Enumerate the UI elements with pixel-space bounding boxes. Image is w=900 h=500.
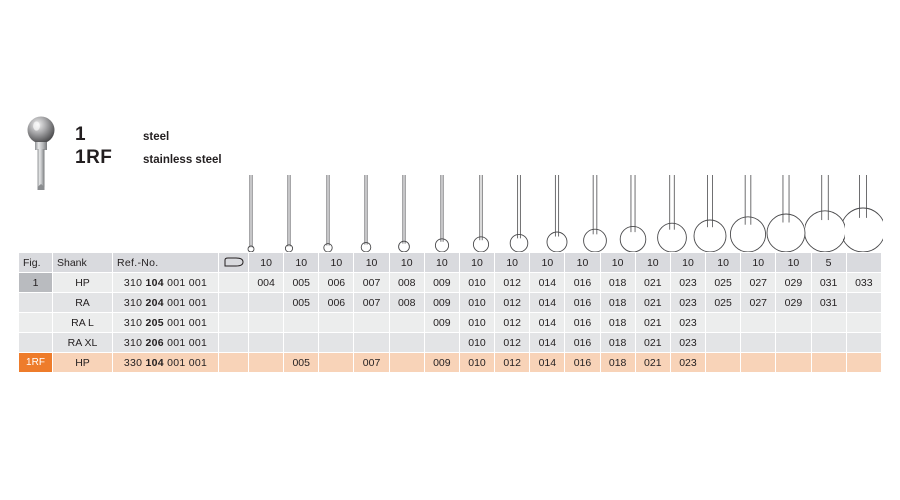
header-pack-count: 10 <box>530 253 565 273</box>
table-row <box>19 313 882 333</box>
cell-size: 005 <box>284 353 319 373</box>
cell-shape <box>219 273 249 293</box>
cell-shank: RA L <box>53 313 113 333</box>
header-fig: Fig. <box>19 253 53 273</box>
cell-size: 029 <box>776 273 811 293</box>
bur-illustration <box>461 175 501 253</box>
bur-size-illustrations <box>232 175 882 253</box>
cell-shape <box>219 313 249 333</box>
cell-size <box>741 353 776 373</box>
bur-illustration <box>499 175 539 253</box>
cell-size: 018 <box>600 333 635 353</box>
cell-shank: HP <box>53 273 113 293</box>
cell-size: 033 <box>846 273 881 293</box>
figure-number: 1 <box>75 124 87 145</box>
product-table <box>18 252 882 373</box>
cell-size: 027 <box>741 273 776 293</box>
cell-size: 018 <box>600 293 635 313</box>
bur-illustration <box>422 175 462 253</box>
cell-size: 014 <box>530 273 565 293</box>
cell-size <box>354 333 389 353</box>
header-pack-count: 10 <box>741 253 776 273</box>
header-pack-count: 5 <box>811 253 846 273</box>
cell-size <box>846 313 881 333</box>
header-pack-count <box>846 253 881 273</box>
cell-shank: RA XL <box>53 333 113 353</box>
cell-shank: RA <box>53 293 113 313</box>
cell-size: 006 <box>319 293 354 313</box>
cell-figure <box>19 293 53 313</box>
cell-size <box>776 313 811 333</box>
cell-size: 018 <box>600 273 635 293</box>
header-pack-count: 10 <box>284 253 319 273</box>
cell-size: 007 <box>354 273 389 293</box>
cell-size: 031 <box>811 293 846 313</box>
bur-shape-icon <box>219 253 249 273</box>
header-pack-count: 10 <box>249 253 284 273</box>
cell-size <box>389 313 424 333</box>
table-row <box>19 333 882 353</box>
cell-size: 006 <box>319 273 354 293</box>
bur-illustration <box>766 175 806 253</box>
cell-size <box>811 313 846 333</box>
cell-size: 021 <box>635 353 670 373</box>
cell-size: 012 <box>495 273 530 293</box>
cell-size: 023 <box>670 293 705 313</box>
header-pack-count: 10 <box>424 253 459 273</box>
cell-figure: 1 <box>19 273 53 293</box>
cell-size: 010 <box>459 333 494 353</box>
cell-size <box>389 333 424 353</box>
cell-size: 007 <box>354 293 389 313</box>
cell-size: 016 <box>565 273 600 293</box>
header-pack-count: 10 <box>459 253 494 273</box>
cell-size <box>319 353 354 373</box>
cell-ref-no: 330 104 001 001 <box>113 353 219 373</box>
material-stainless-label: stainless steel <box>143 154 222 166</box>
cell-size: 021 <box>635 293 670 313</box>
cell-size <box>249 333 284 353</box>
cell-size: 009 <box>424 273 459 293</box>
cell-size <box>319 333 354 353</box>
cell-size <box>846 333 881 353</box>
cell-size: 031 <box>811 273 846 293</box>
cell-size: 009 <box>424 313 459 333</box>
bur-illustration <box>613 175 653 253</box>
cell-size <box>354 313 389 333</box>
cell-shape <box>219 353 249 373</box>
cell-size <box>776 333 811 353</box>
figure-heading <box>75 124 295 168</box>
cell-size: 023 <box>670 273 705 293</box>
cell-size: 005 <box>284 273 319 293</box>
cell-ref-no: 310 204 001 001 <box>113 293 219 313</box>
header-ref-no: Ref.-No. <box>113 253 219 273</box>
cell-size: 016 <box>565 313 600 333</box>
cell-size: 023 <box>670 313 705 333</box>
cell-size: 021 <box>635 333 670 353</box>
header-pack-count: 10 <box>495 253 530 273</box>
bur-illustration <box>269 175 309 253</box>
cell-ref-no: 310 104 001 001 <box>113 273 219 293</box>
table-body <box>19 273 882 373</box>
cell-size: 016 <box>565 293 600 313</box>
cell-shape <box>219 333 249 353</box>
round-bur-icon <box>18 115 64 190</box>
cell-size <box>424 333 459 353</box>
bur-illustration <box>346 175 386 253</box>
cell-size: 027 <box>741 293 776 313</box>
cell-size: 029 <box>776 293 811 313</box>
table-row <box>19 353 882 373</box>
cell-size <box>249 293 284 313</box>
cell-size: 009 <box>424 353 459 373</box>
cell-size: 012 <box>495 333 530 353</box>
header-pack-count: 10 <box>354 253 389 273</box>
figure-number-rf: 1RF <box>75 147 113 168</box>
cell-size <box>319 313 354 333</box>
cell-ref-no: 310 205 001 001 <box>113 313 219 333</box>
cell-size: 010 <box>459 313 494 333</box>
bur-illustration <box>384 175 424 253</box>
cell-size: 010 <box>459 353 494 373</box>
bur-illustration <box>537 175 577 253</box>
cell-size <box>811 333 846 353</box>
header-pack-count: 10 <box>706 253 741 273</box>
bur-illustration <box>728 175 768 253</box>
cell-size <box>389 353 424 373</box>
bur-illustration <box>575 175 615 253</box>
cell-size: 025 <box>706 273 741 293</box>
cell-size <box>846 293 881 313</box>
cell-size <box>741 333 776 353</box>
bur-illustration <box>231 175 271 253</box>
cell-size: 012 <box>495 293 530 313</box>
header-pack-count: 10 <box>389 253 424 273</box>
bur-illustration <box>652 175 692 253</box>
cell-size <box>741 313 776 333</box>
cell-shank: HP <box>53 353 113 373</box>
header-pack-count: 10 <box>670 253 705 273</box>
cell-size: 014 <box>530 353 565 373</box>
cell-size: 014 <box>530 333 565 353</box>
cell-size <box>811 353 846 373</box>
cell-size: 021 <box>635 313 670 333</box>
cell-size: 023 <box>670 353 705 373</box>
cell-size: 010 <box>459 273 494 293</box>
table-header-row <box>19 253 882 273</box>
cell-figure <box>19 333 53 353</box>
cell-size <box>249 313 284 333</box>
cell-size <box>249 353 284 373</box>
cell-figure <box>19 313 53 333</box>
cell-size: 021 <box>635 273 670 293</box>
cell-size <box>284 333 319 353</box>
cell-size: 023 <box>670 333 705 353</box>
table-row <box>19 293 882 313</box>
cell-size: 004 <box>249 273 284 293</box>
cell-size: 018 <box>600 313 635 333</box>
cell-size <box>776 353 811 373</box>
header-pack-count: 10 <box>319 253 354 273</box>
cell-figure: 1RF <box>19 353 53 373</box>
header-pack-count: 10 <box>600 253 635 273</box>
cell-size <box>706 353 741 373</box>
cell-shape <box>219 293 249 313</box>
header-pack-count: 10 <box>565 253 600 273</box>
header-pack-count: 10 <box>776 253 811 273</box>
cell-size <box>284 313 319 333</box>
cell-size: 012 <box>495 313 530 333</box>
cell-ref-no: 310 206 001 001 <box>113 333 219 353</box>
cell-size: 014 <box>530 313 565 333</box>
bur-illustration <box>843 175 883 253</box>
cell-size <box>706 333 741 353</box>
header-shank: Shank <box>53 253 113 273</box>
cell-size: 008 <box>389 293 424 313</box>
cell-size: 018 <box>600 353 635 373</box>
cell-size: 012 <box>495 353 530 373</box>
table-row <box>19 273 882 293</box>
cell-size: 007 <box>354 353 389 373</box>
bur-illustration <box>690 175 730 253</box>
cell-size: 009 <box>424 293 459 313</box>
bur-illustration <box>308 175 348 253</box>
header-pack-count: 10 <box>635 253 670 273</box>
cell-size <box>706 313 741 333</box>
cell-size: 014 <box>530 293 565 313</box>
cell-size: 025 <box>706 293 741 313</box>
cell-size: 010 <box>459 293 494 313</box>
cell-size: 016 <box>565 353 600 373</box>
material-steel-label: steel <box>143 131 170 143</box>
cell-size: 005 <box>284 293 319 313</box>
cell-size <box>846 353 881 373</box>
bur-illustration <box>805 175 845 253</box>
cell-size: 008 <box>389 273 424 293</box>
cell-size: 016 <box>565 333 600 353</box>
